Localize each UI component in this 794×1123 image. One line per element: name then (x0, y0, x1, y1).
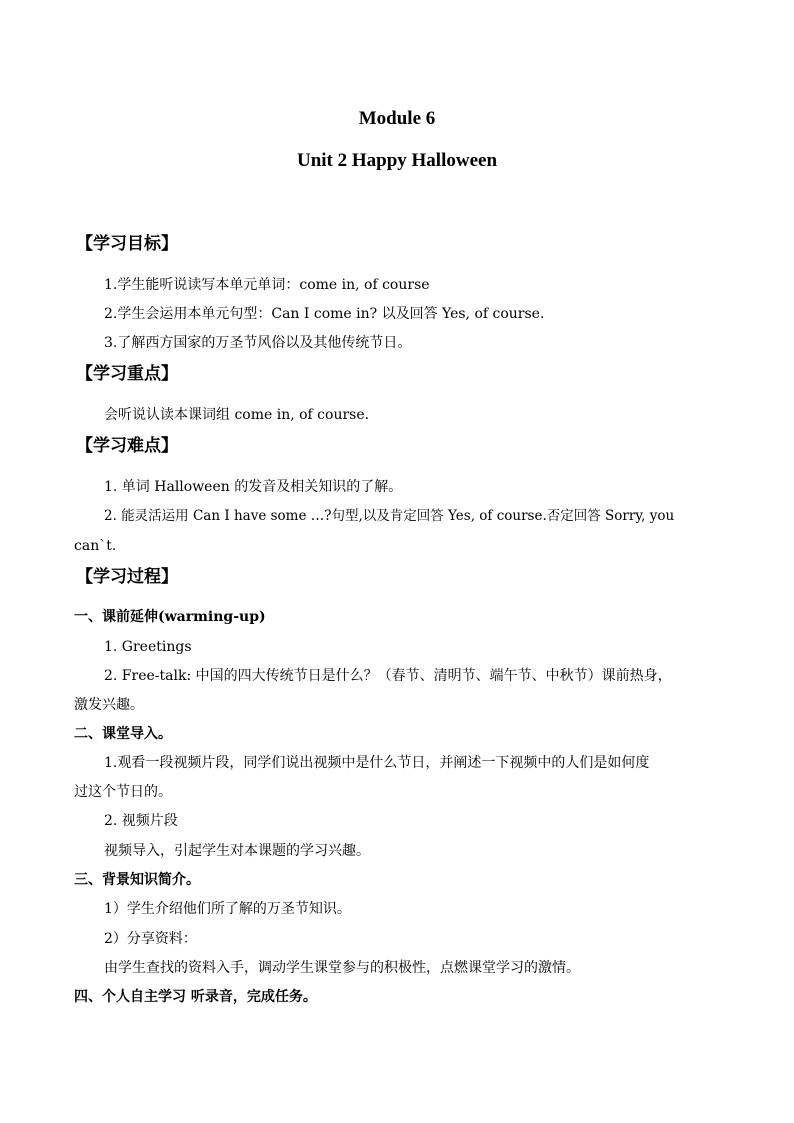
section-1-title: 一、课前延伸(warming-up) (74, 609, 266, 625)
section-1-line-2-continued: 激发兴趣。 (74, 697, 144, 713)
objective-item-3: 3.了解西方国家的万圣节风俗以及其他传统节日。 (104, 335, 412, 351)
process-heading: 【学习过程】 (76, 567, 178, 587)
section-3-title: 三、背景知识简介。 (74, 872, 200, 888)
difficulty-item-1: 1. 单词 Halloween 的发音及相关知识的了解。 (104, 479, 403, 495)
section-2-title: 二、课堂导入。 (74, 726, 172, 742)
section-1-line-2: 2. Free-talk: 中国的四大传统节日是什么？（春节、清明节、端午节、中秋节）课前热身， (104, 668, 672, 684)
section-1-line-1: 1. Greetings (104, 639, 192, 655)
section-2-line-3: 视频导入，引起学生对本课题的学习兴趣。 (104, 843, 370, 859)
document-title: Module 6 (358, 108, 436, 129)
difficulty-item-2-continued: can`t. (74, 538, 117, 554)
objective-item-1: 1.学生能听说读写本单元单词：come in, of course (104, 277, 430, 293)
document-subtitle: Unit 2 Happy Halloween (296, 150, 498, 171)
difficulties-heading: 【学习难点】 (76, 436, 178, 456)
section-2-line-1: 1.观看一段视频片段，同学们说出视频中是什么节日，并阐述一下视频中的人们是如何度 (104, 755, 650, 771)
key-points-text: 会听说认读本课词组 come in, of course. (104, 407, 370, 423)
section-2-line-2: 2. 视频片段 (104, 813, 178, 829)
key-points-heading: 【学习重点】 (76, 364, 178, 384)
section-3-line-2: 2）分享资料： (104, 931, 197, 947)
difficulty-item-2: 2. 能灵活运用 Can I have some …?句型,以及肯定回答 Yes, of course.否定回答 Sorry, you (104, 508, 675, 524)
section-2-line-1-continued: 过这个节日的。 (74, 784, 172, 800)
objective-item-2: 2.学生会运用本单元句型：Can I come in? 以及回答 Yes, of course. (104, 306, 545, 322)
section-3-line-1: 1）学生介绍他们所了解的万圣节知识。 (104, 901, 351, 917)
objectives-heading: 【学习目标】 (76, 234, 178, 254)
section-3-line-3: 由学生查找的资料入手，调动学生课堂参与的积极性，点燃课堂学习的激情。 (104, 960, 580, 976)
section-4-title: 四、个人自主学习 听录音，完成任务。 (74, 989, 317, 1005)
